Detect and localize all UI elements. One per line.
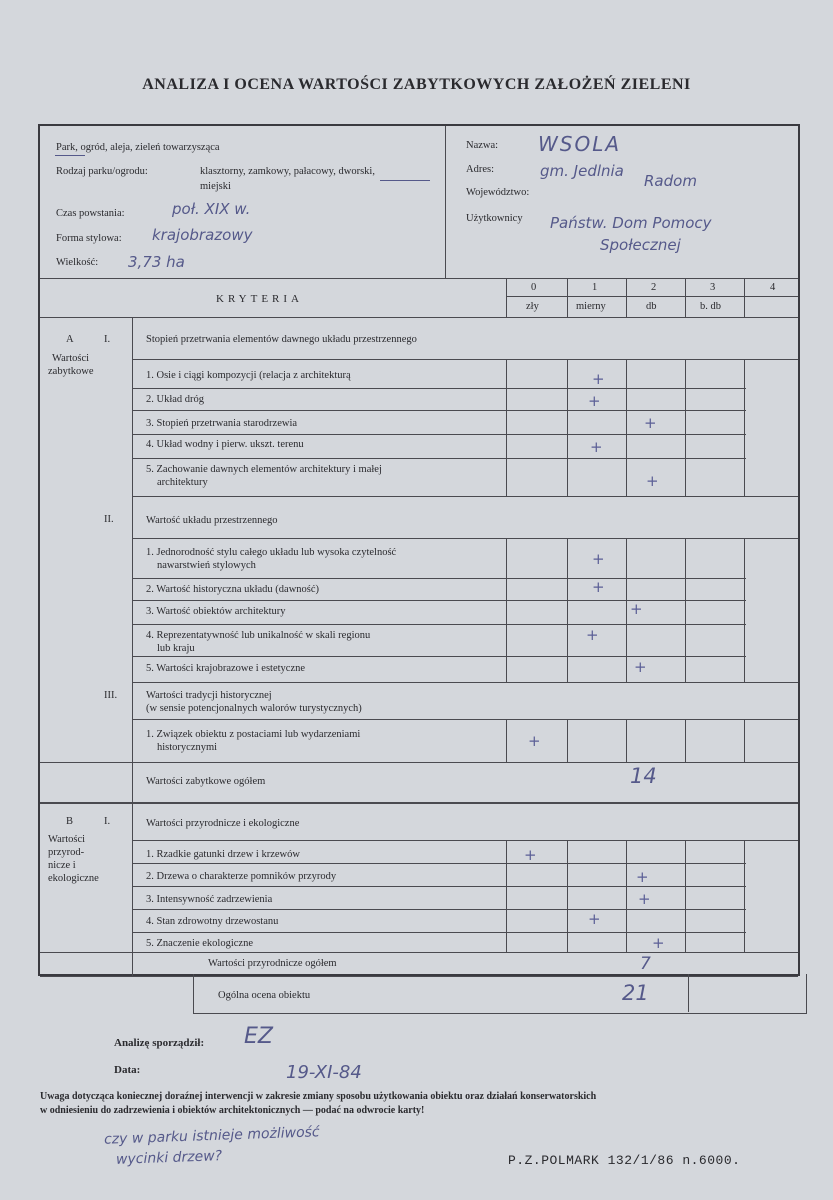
- b-item-1: 1. Jednorodność stylu całego układu lub wysoka czytelność: [146, 547, 397, 558]
- overall-label: Ogólna ocena obiektu: [218, 990, 311, 1001]
- criteria-label: KRYTERIA: [216, 293, 303, 305]
- b-item-3: 3. Wartość obiektów architektury: [146, 606, 286, 617]
- row-line: [132, 909, 746, 910]
- date-label: Data:: [114, 1064, 141, 1076]
- time-label: Czas powstania:: [56, 208, 125, 219]
- col-line: [567, 719, 568, 762]
- col-line: [685, 538, 686, 682]
- col-line: [685, 840, 686, 952]
- col-line-4: [744, 278, 745, 317]
- name-label: Nazwa:: [466, 140, 499, 151]
- form-title: ANALIZA I OCENA WARTOŚCI ZABYTKOWYCH ZAŁOŻEŃ ZIELENI: [142, 76, 691, 93]
- b-item-4b: lub kraju: [157, 643, 195, 654]
- b-item-5: 5. Wartości krajobrazowe i estetyczne: [146, 663, 306, 674]
- print-code: P.Z.POLMARK 132/1/86 n.6000.: [508, 1153, 741, 1168]
- col-line: [506, 719, 507, 762]
- b-item-4: 4. Reprezentatywność lub unikalność w skali regionu: [146, 630, 371, 641]
- score-3: 3: [710, 282, 716, 293]
- col-line: [744, 538, 745, 682]
- section-a-roman: I.: [104, 334, 111, 345]
- n-item-5: 5. Znaczenie ekologiczne: [146, 938, 253, 949]
- hw-style: krajobrazowy: [152, 226, 253, 244]
- group-b-title: Wartości przyrodnicze i ekologiczne: [146, 818, 300, 829]
- hw-size: 3,73 ha: [128, 253, 185, 271]
- section-b-name-4: ekologiczne: [48, 873, 99, 884]
- grade-3: b. db: [700, 301, 721, 312]
- a-item-1: 1. Osie i ciągi kompozycji (relacja z architekturą: [146, 370, 351, 381]
- grade-2: db: [646, 301, 657, 312]
- row-line: [132, 840, 798, 841]
- section-b-name-3: nicze i: [48, 860, 76, 871]
- score-2: 2: [651, 282, 657, 293]
- row-line: [132, 578, 746, 579]
- group-1-line: [132, 359, 798, 360]
- col-line: [567, 538, 568, 682]
- total-historic-label: Wartości zabytkowe ogółem: [146, 776, 266, 787]
- total-natural-label: Wartości przyrodnicze ogółem: [208, 958, 337, 969]
- a-item-5b: architektury: [157, 477, 208, 488]
- col-line: [626, 538, 627, 682]
- mark-drogi: +: [588, 392, 601, 410]
- mark-zwiazek: +: [528, 732, 541, 750]
- section-b-roman: I.: [104, 816, 111, 827]
- row-line: [132, 538, 798, 539]
- size-label: Wielkość:: [56, 257, 99, 268]
- n-item-2: 2. Drzewa o charakterze pomników przyrody: [146, 871, 337, 882]
- mark-osie: +: [592, 370, 605, 388]
- hw-total-natural: 7: [640, 954, 651, 974]
- col-line: [688, 974, 689, 1012]
- underline-dworski: [380, 180, 430, 181]
- n-item-1: 1. Rzadkie gatunki drzew i krzewów: [146, 849, 300, 860]
- hw-note-2: wycinki drzew?: [115, 1148, 223, 1168]
- section-a-name-2: zabytkowe: [48, 366, 94, 377]
- col-line: [744, 359, 745, 496]
- group-3-title-a: Wartości tradycji historycznej: [146, 690, 272, 701]
- row-line: [132, 932, 746, 933]
- hw-date: 19-XI-84: [286, 1062, 362, 1083]
- col-line-2: [626, 278, 627, 317]
- row-line: [132, 496, 798, 497]
- kind-options: klasztorny, zamkowy, pałacowy, dworski,: [200, 166, 375, 177]
- row-line: [40, 802, 798, 804]
- c-item-1: 1. Związek obiektu z postaciami lub wydarzeniami: [146, 729, 361, 740]
- col-line: [567, 840, 568, 952]
- form-frame: [38, 124, 800, 976]
- a-item-2: 2. Układ dróg: [146, 394, 205, 405]
- col-line: [626, 719, 627, 762]
- n-item-4: 4. Stan zdrowotny drzewostanu: [146, 916, 279, 927]
- row-line: [132, 719, 798, 720]
- col-line: [506, 840, 507, 952]
- row-line: [132, 410, 746, 411]
- mark-obiekty: +: [630, 600, 643, 618]
- col-line-0: [506, 278, 507, 317]
- col-line-1: [567, 278, 568, 317]
- mark-rzadkie: +: [524, 846, 537, 864]
- hw-author: EZ: [244, 1024, 273, 1049]
- section-a-letter: A: [66, 334, 74, 345]
- mark-intensywnosc: +: [638, 890, 651, 908]
- b-item-1b: nawarstwień stylowych: [157, 560, 256, 571]
- row-line: [132, 886, 746, 887]
- b-item-2: 2. Wartość historyczna układu (dawność): [146, 584, 320, 595]
- mark-jednorodnosc: +: [592, 550, 605, 568]
- row-line: [132, 600, 746, 601]
- col-line: [744, 719, 745, 762]
- section-a-roman-3: III.: [104, 690, 118, 701]
- hw-note-1: czy w parku istnieje możliwość: [103, 1124, 320, 1148]
- hw-total-historic: 14: [630, 764, 657, 788]
- section-b-name-1: Wartości: [48, 834, 86, 845]
- mark-pomniki: +: [636, 868, 649, 886]
- hw-name: WSOLA: [538, 132, 622, 156]
- mark-woda: +: [590, 438, 603, 456]
- grade-0: zły: [526, 301, 539, 312]
- c-item-1b: historycznymi: [157, 742, 218, 753]
- row-line: [132, 682, 798, 683]
- score-1: 1: [592, 282, 598, 293]
- section-b-name-2: przyrod-: [48, 847, 85, 858]
- style-label: Forma stylowa:: [56, 233, 122, 244]
- a-item-5: 5. Zachowanie dawnych elementów architektury i małej: [146, 464, 382, 475]
- row-line: [40, 952, 798, 953]
- mark-starodrzew: +: [644, 414, 657, 432]
- col-line: [506, 538, 507, 682]
- users-label: Użytkownicy: [466, 213, 523, 224]
- row-line: [40, 762, 798, 763]
- mark-historyczna: +: [592, 578, 605, 596]
- score-0: 0: [531, 282, 537, 293]
- mark-ekologia: +: [652, 934, 665, 952]
- address-label: Adres:: [466, 164, 494, 175]
- hw-total-overall: 21: [622, 981, 649, 1005]
- row-line: [132, 458, 746, 459]
- voivodeship-label: Województwo:: [466, 187, 530, 198]
- type-label: Park, ogród, aleja, zieleń towarzysząca: [56, 142, 220, 153]
- row-line: [132, 863, 746, 864]
- row-line: [132, 624, 746, 625]
- hw-time: poł. XIX w.: [172, 200, 251, 218]
- mark-krajobraz: +: [634, 658, 647, 676]
- group-1-title: Stopień przetrwania elementów dawnego układu przestrzennego: [146, 334, 417, 345]
- col-line: [626, 359, 627, 496]
- hw-voivodeship: Radom: [644, 172, 697, 190]
- section-a-roman-2: II.: [104, 514, 114, 525]
- group-3-title-b: (w sensie potencjonalnych walorów turystycznych): [146, 703, 362, 714]
- col-line-3: [685, 278, 686, 317]
- col-line: [626, 840, 627, 952]
- section-divider: [132, 317, 133, 976]
- col-line: [506, 359, 507, 496]
- header-divider: [445, 126, 446, 278]
- row-line: [132, 656, 746, 657]
- grade-1: mierny: [576, 301, 606, 312]
- group-2-title: Wartość układu przestrzennego: [146, 515, 278, 526]
- col-line: [685, 359, 686, 496]
- hw-users-2: Społecznej: [600, 236, 681, 254]
- underline-park: [55, 155, 85, 156]
- a-item-3: 3. Stopień przetrwania starodrzewia: [146, 418, 298, 429]
- mark-stan: +: [588, 910, 601, 928]
- section-a-name-1: Wartości: [52, 353, 90, 364]
- author-label: Analizę sporządził:: [114, 1037, 205, 1049]
- section-b-letter: B: [66, 816, 74, 827]
- hw-users-1: Państw. Dom Pomocy: [550, 214, 712, 232]
- kind-label: Rodzaj parku/ogrodu:: [56, 166, 148, 177]
- mark-reprezent: +: [586, 626, 599, 644]
- col-line: [567, 359, 568, 496]
- row-line: [132, 388, 746, 389]
- kind-options-2: miejski: [200, 181, 231, 192]
- note-line-1: Uwaga dotycząca koniecznej doraźnej interwencji w zakresie zmiany sposobu użytkowania obiektu oraz działań konserwatorskich: [40, 1091, 597, 1102]
- col-line: [744, 840, 745, 952]
- a-item-4: 4. Układ wodny i pierw. ukszt. terenu: [146, 439, 304, 450]
- hw-address: gm. Jedlnia: [540, 162, 624, 180]
- note-line-2: w odniesieniu do zadrzewienia i obiektów architektonicznych — podać na odwrocie karty!: [40, 1105, 425, 1116]
- n-item-3: 3. Intensywność zadrzewienia: [146, 894, 273, 905]
- criteria-mid-line: [506, 296, 798, 297]
- score-4: 4: [770, 282, 776, 293]
- row-line: [132, 434, 746, 435]
- criteria-bottom-line: [40, 317, 798, 318]
- col-line: [685, 719, 686, 762]
- mark-mala-arch: +: [646, 472, 659, 490]
